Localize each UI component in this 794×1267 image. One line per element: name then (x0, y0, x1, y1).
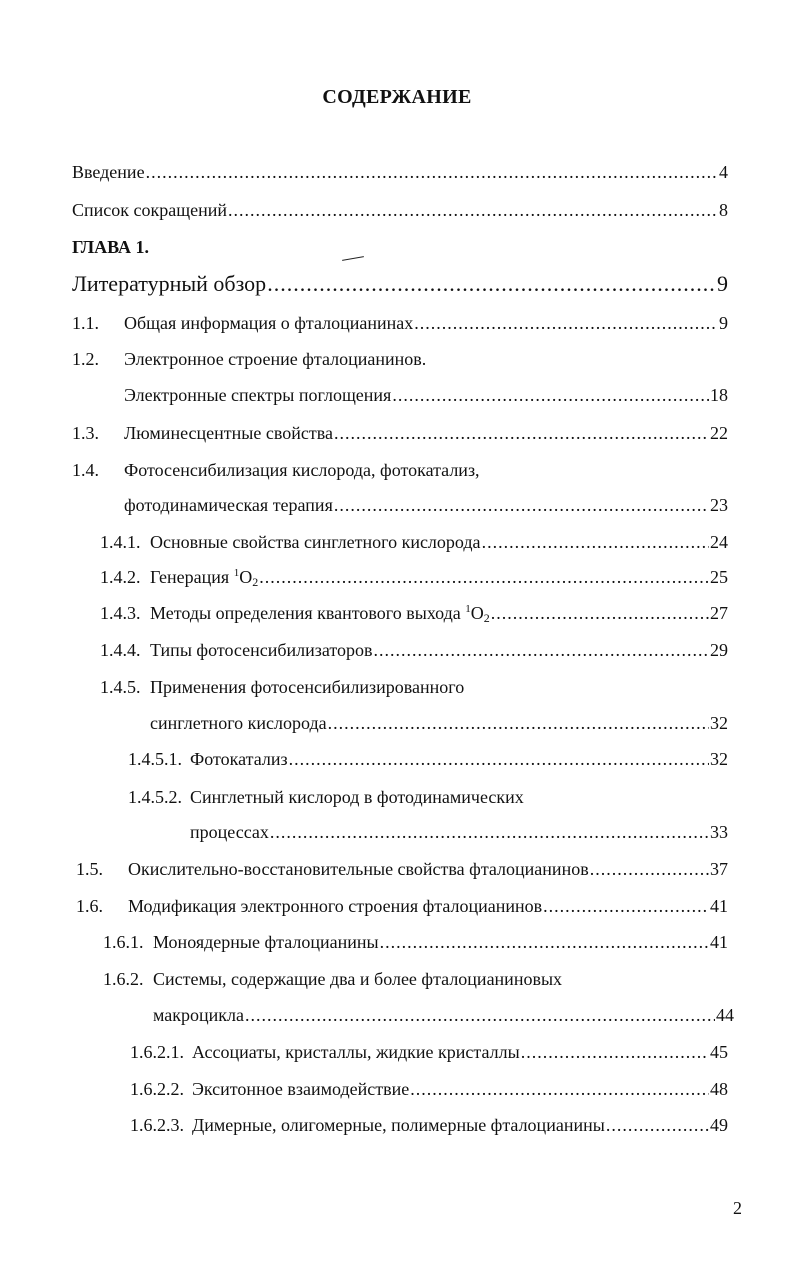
toc-entry-1-4-5 (100, 678, 464, 696)
dot-leader (380, 933, 709, 951)
toc-entry-number: 1.4.5.1. (128, 749, 182, 769)
toc-text-part: Методы определения квантового выхода (150, 603, 466, 623)
toc-page-number: 32 (710, 713, 728, 733)
toc-page-number: 41 (710, 896, 728, 916)
toc-entry-1-6-2 (103, 970, 562, 988)
toc-entry-text: Люминесцентные свойства (124, 423, 333, 443)
toc-entry-1-4-5-continuation (150, 714, 728, 732)
toc-page-number: 22 (710, 423, 728, 443)
toc-entry-text: Экситонное взаимодействие (192, 1079, 410, 1099)
toc-entry-number: 1.2. (72, 349, 99, 369)
toc-entry-text: Димерные, олигомерные, полимерные фталоцианины (192, 1115, 605, 1135)
toc-entry-text: процессах (190, 822, 269, 842)
page-title: СОДЕРЖАНИЕ (322, 86, 472, 108)
dot-leader (328, 714, 709, 732)
toc-entry-text (150, 567, 259, 589)
dot-leader (146, 163, 718, 181)
toc-entry-1-5 (76, 860, 728, 878)
toc-entry-1-4-4 (100, 641, 728, 659)
toc-page-number: 37 (710, 859, 728, 879)
toc-entry-number: 1.6.1. (103, 932, 144, 952)
dot-leader (334, 496, 709, 514)
toc-entry-1-4 (72, 461, 480, 479)
toc-page-number: 32 (710, 749, 728, 769)
toc-text-part: O (470, 603, 484, 623)
toc-entry-text: Электронные спектры поглощения (124, 385, 392, 405)
dot-leader (270, 823, 709, 841)
dot-leader (491, 604, 709, 622)
superscript: 1 (233, 567, 240, 579)
dot-leader (543, 897, 709, 915)
toc-entry-1-4-5-2 (128, 788, 524, 806)
toc-entry-1-1 (72, 314, 728, 332)
toc-entry-text: Ассоциаты, кристаллы, жидкие кристаллы (192, 1042, 520, 1062)
toc-entry-text: Моноядерные фталоцианины (153, 932, 379, 952)
dot-leader (521, 1043, 709, 1061)
dot-leader (228, 201, 718, 219)
page-number: 2 (733, 1198, 742, 1218)
toc-entry-number: 1.6.2.3. (130, 1115, 184, 1135)
toc-entry-number: 1.4.4. (100, 640, 141, 660)
toc-entry-number: 1.4.5.2. (128, 787, 182, 807)
toc-entry-1-4-2 (100, 567, 728, 589)
dot-leader (245, 1006, 715, 1024)
toc-entry-number: 1.4.5. (100, 677, 141, 697)
toc-page-number: 4 (719, 162, 728, 182)
toc-page-number: 49 (710, 1115, 728, 1135)
toc-entry-number: 1.6.2. (103, 969, 144, 989)
toc-entry-1-6-2-3 (130, 1116, 728, 1134)
dot-leader (374, 641, 709, 659)
toc-entry-1-4-continuation (124, 496, 728, 514)
toc-entry-text: Синглетный кислород в фотодинамических (190, 787, 524, 807)
toc-entry-text: Модификация электронного строения фталоцианинов (128, 896, 543, 916)
toc-text-part: Генерация (150, 567, 234, 587)
toc-page-number: 48 (710, 1079, 728, 1099)
toc-entry-1-4-5-1 (128, 750, 728, 768)
toc-entry-1-6-1 (103, 933, 728, 951)
toc-page-number: 23 (710, 495, 728, 515)
toc-entry-text: Общая информация о фталоцианинах (124, 313, 414, 333)
toc-entry-number: 1.3. (72, 423, 99, 443)
toc-entry-1-6 (76, 897, 728, 915)
toc-entry-intro (72, 163, 728, 181)
toc-page-number: 45 (710, 1042, 728, 1062)
dot-leader (267, 273, 716, 295)
dot-leader (392, 386, 709, 404)
dot-leader (606, 1116, 709, 1134)
toc-entry-number: 1.6. (76, 896, 103, 916)
toc-entry-1-6-2-continuation (153, 1006, 734, 1024)
toc-entry-number: 1.4.3. (100, 603, 141, 623)
toc-entry-literature-review (72, 273, 728, 295)
toc-page-number: 29 (710, 640, 728, 660)
toc-entry-1-4-5-2-continuation (190, 823, 728, 841)
toc-entry-1-2 (72, 350, 426, 368)
subscript: 2 (483, 611, 490, 625)
dot-leader (289, 750, 709, 768)
toc-entry-number: 1.5. (76, 859, 103, 879)
toc-entry-text: Системы, содержащие два и более фталоцианиновых (153, 969, 563, 989)
toc-entry-1-6-2-2 (130, 1080, 728, 1098)
toc-entry-text: Применения фотосенсибилизированного (150, 677, 465, 697)
toc-entry-text: Типы фотосенсибилизаторов (150, 640, 373, 660)
toc-entry-number: 1.4. (72, 460, 99, 480)
toc-entry-abbreviations (72, 201, 728, 219)
dot-leader (414, 314, 718, 332)
toc-entry-text: Введение (72, 162, 145, 182)
toc-entry-number: 1.6.2.1. (130, 1042, 184, 1062)
toc-entry-text: Фотосенсибилизация кислорода, фотокатализ, (124, 460, 480, 480)
toc-entry-1-2-continuation (124, 386, 728, 404)
toc-entry-1-4-1 (100, 533, 728, 551)
toc-entry-number: 1.4.1. (100, 532, 141, 552)
chapter-heading: ГЛАВА 1. (72, 237, 150, 257)
toc-page-number: 41 (710, 932, 728, 952)
dot-leader (410, 1080, 709, 1098)
toc-page-number: 9 (717, 271, 728, 296)
toc-page-number: 8 (719, 200, 728, 220)
subscript: 2 (252, 575, 259, 589)
dot-leader (590, 860, 709, 878)
toc-entry-text (150, 603, 490, 625)
toc-entry-1-6-2-1 (130, 1043, 728, 1061)
toc-entry-text: синглетного кислорода (150, 713, 327, 733)
toc-page-number: 25 (710, 567, 728, 587)
toc-entry-text: фотодинамическая терапия (124, 495, 333, 515)
dot-leader (259, 568, 709, 586)
toc-page-number: 33 (710, 822, 728, 842)
toc-entry-text: Фотокатализ (190, 749, 288, 769)
toc-entry-text: Список сокращений (72, 200, 227, 220)
toc-page-number: 24 (710, 532, 728, 552)
dot-leader (334, 424, 709, 442)
pen-mark (342, 256, 364, 261)
toc-page-number: 44 (716, 1005, 734, 1025)
toc-page-number: 9 (719, 313, 728, 333)
toc-entry-number: 1.6.2.2. (130, 1079, 184, 1099)
dot-leader (482, 533, 709, 551)
toc-entry-number: 1.4.2. (100, 567, 141, 587)
superscript: 1 (465, 603, 471, 615)
toc-entry-text: Электронное строение фталоцианинов. (124, 349, 427, 369)
toc-entry-1-3 (72, 424, 728, 442)
toc-entry-text: Окислительно-восстановительные свойства фталоцианинов (128, 859, 589, 879)
toc-entry-1-4-3 (100, 603, 728, 625)
toc-entry-text: макроцикла (153, 1005, 244, 1025)
toc-text-part: O (239, 567, 253, 587)
toc-entry-text: Основные свойства синглетного кислорода (150, 532, 481, 552)
toc-page-number: 27 (710, 603, 728, 623)
toc-entry-text: Литературный обзор (72, 271, 267, 296)
toc-page-number: 18 (710, 385, 728, 405)
toc-entry-number: 1.1. (72, 313, 99, 333)
